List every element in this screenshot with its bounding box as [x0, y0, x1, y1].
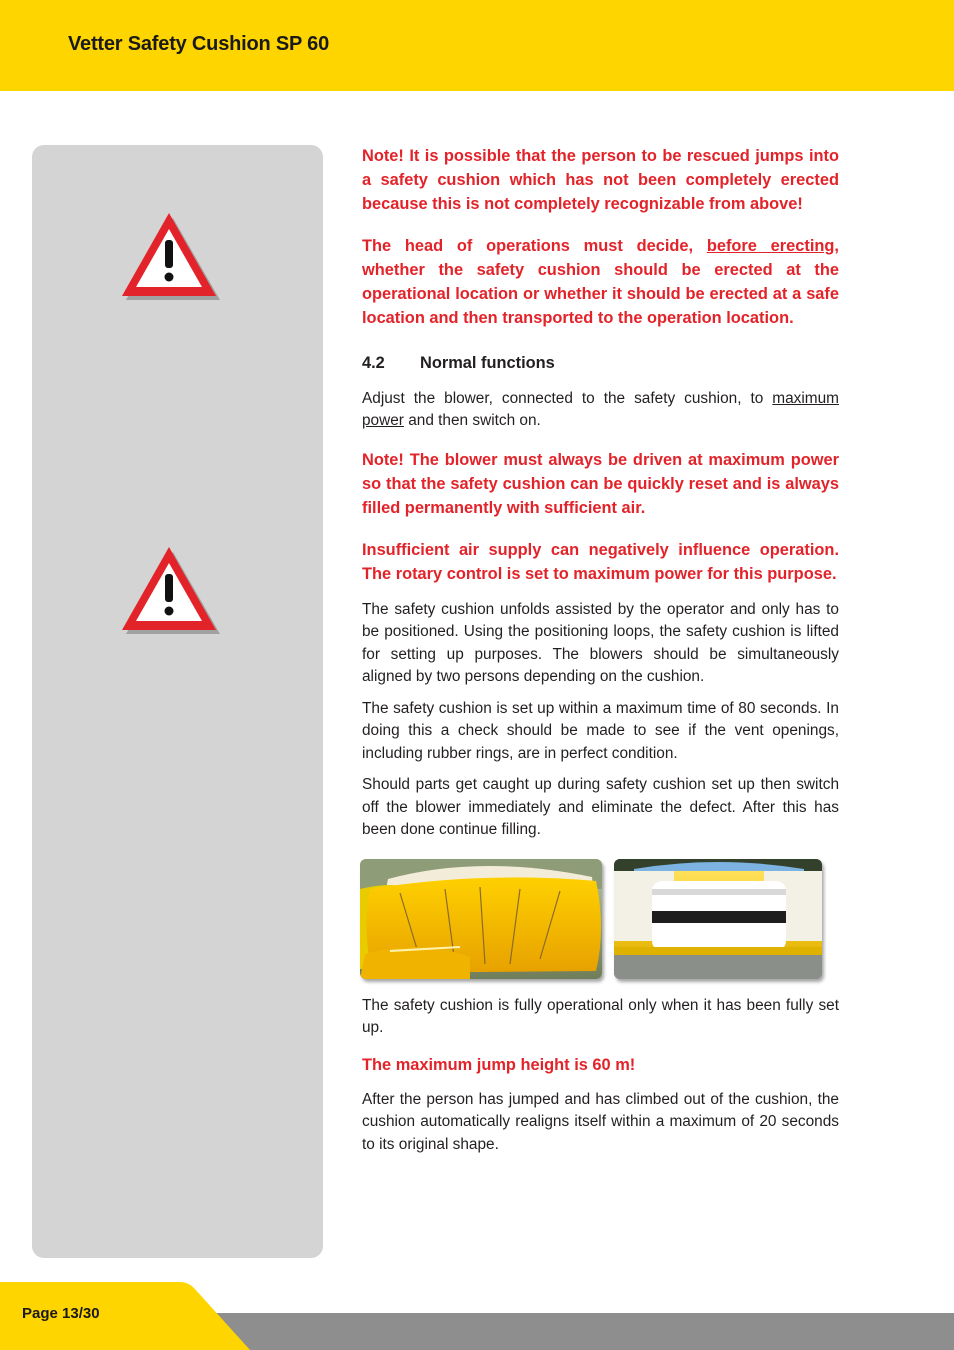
page-number: Page 13/30: [22, 1305, 100, 1322]
photo-row: [362, 859, 839, 983]
paragraph-setup-time: The safety cushion is set up within a maximum time of 80 seconds. In doing this a check should be made to see if the vent openings, including rubber rings, are in perfect condition.: [362, 699, 839, 762]
document-title: Vetter Safety Cushion SP 60: [68, 33, 329, 55]
photo-cushion-erected: [614, 859, 822, 979]
photo-cushion-inflating: [360, 859, 602, 979]
paragraph-adjust-blower: Adjust the blower, connected to the safety cushion, to maximum power and then switch on.: [362, 389, 839, 429]
sidebar-panel: [32, 145, 323, 1258]
paragraph-fully-operational: The safety cushion is fully operational only when it has been fully set up.: [362, 996, 839, 1036]
warning-triangle-icon: [118, 544, 222, 638]
warning-triangle-icon: [118, 210, 222, 304]
warning-note-blower-power: Note! The blower must always be driven at maximum power so that the safety cushion can be quickly reset and is always filled permanently with sufficient air.: [362, 450, 839, 517]
paragraph-realign: After the person has jumped and has climbed out of the cushion, the cushion automatically realigns itself within a maximum of 20 seconds to its original shape.: [362, 1090, 839, 1153]
paragraph-unfolding: The safety cushion unfolds assisted by the operator and only has to be positioned. Using the positioning loops, the safety cushion is lifted for setting up purposes. The blowers should be simultaneously aligned by two persons depending on the cushion.: [362, 600, 839, 685]
section-heading: 4.2 Normal functions: [362, 354, 555, 372]
warning-note-air-supply: Insufficient air supply can negatively influence operation. The rotary control is set to maximum power for this purpose.: [362, 540, 839, 583]
warning-note-head-of-operations: The head of operations must decide, before erecting, whether the safety cushion should be erected at the operational location or whether it should be erected at a safe location and then transported to the operation location.: [362, 237, 839, 327]
warning-note-max-jump-height: The maximum jump height is 60 m!: [362, 1055, 636, 1074]
page-header: [0, 0, 954, 91]
warning-note-incomplete-cushion: Note! It is possible that the person to be rescued jumps into a safety cushion which has not been completely erected because this is not completely recognizable from above!: [362, 147, 839, 213]
paragraph-caught-parts: Should parts get caught up during safety cushion set up then switch off the blower immediately and eliminate the defect. After this has been done continue filling.: [362, 776, 839, 838]
main-content: [362, 144, 839, 1156]
